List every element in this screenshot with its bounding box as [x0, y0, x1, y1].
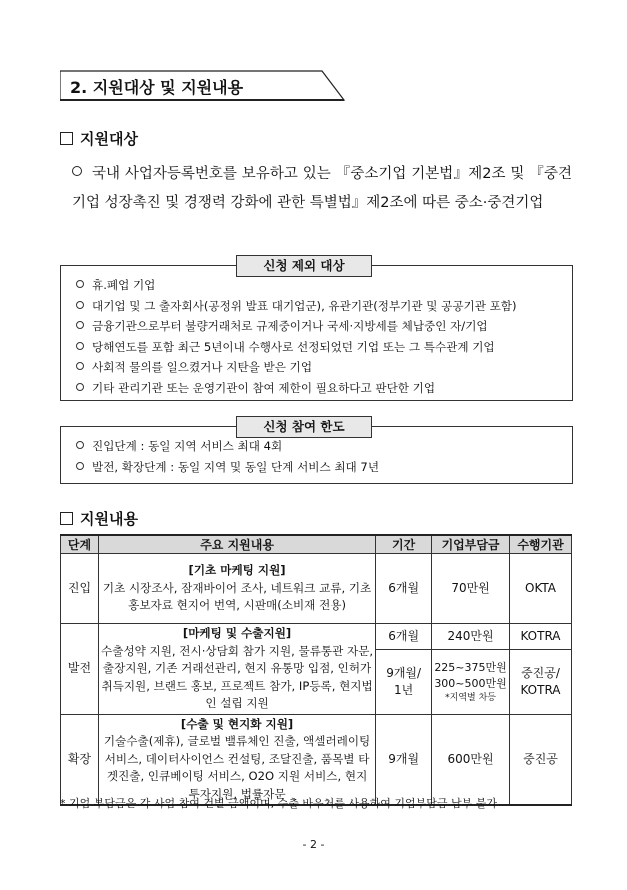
- cost-cell: 225~375만원 300~500만원 *지역별 차등: [432, 650, 510, 714]
- circle-bullet-icon: [76, 383, 84, 391]
- circle-bullet-icon: [76, 462, 84, 470]
- circle-bullet-icon: [76, 321, 84, 329]
- column-header: 기업부담금: [432, 535, 510, 554]
- circle-bullet-icon: [76, 280, 84, 288]
- circle-bullet-icon: [76, 441, 84, 449]
- cost-cell: 600만원: [432, 714, 510, 805]
- circle-bullet-icon: [76, 362, 84, 370]
- exclusion-label: 신청 제외 대상: [236, 255, 372, 277]
- content-title: [수출 및 현지화 지원]: [180, 716, 294, 731]
- section-title-box: [60, 70, 342, 100]
- target-heading-text: 지원대상: [80, 130, 138, 148]
- circle-bullet-icon: [76, 342, 84, 350]
- period-cell: 9개월: [376, 714, 432, 805]
- footnote: * 기업 부담금은 각 사업 참여 건별 금액이며, 수출 바우처를 사용하여 기업부담금 납부 불가: [60, 797, 497, 810]
- exclusion-list: [76, 275, 517, 398]
- column-header: 주요 지원내용: [98, 535, 375, 554]
- list-item: 진입단계 : 동일 지역 서비스 최대 4회: [76, 436, 379, 457]
- agency-cell: OKTA: [510, 554, 572, 624]
- cost-cell: 70만원: [432, 554, 510, 624]
- content-heading: [60, 508, 138, 529]
- table-row: [61, 714, 572, 805]
- circle-bullet-icon: [72, 166, 82, 176]
- agency-cell: 중진공: [510, 714, 572, 805]
- limit-list: [76, 436, 379, 477]
- content-title: [마케팅 및 수출지원]: [182, 626, 292, 640]
- content-cell: [98, 554, 375, 624]
- stage-cell: 확장: [61, 714, 99, 805]
- list-item: 휴.폐업 기업: [76, 275, 517, 296]
- agency-cell: KOTRA: [510, 624, 572, 650]
- list-item: 당해연도를 포함 최근 5년이내 수행사로 선정되었던 기업 또는 그 특수관계 기업: [76, 337, 517, 358]
- table-row: [61, 554, 572, 624]
- content-title: [기초 마케팅 지원]: [188, 563, 286, 578]
- section-title: 2. 지원대상 및 지원내용: [70, 78, 244, 97]
- target-paragraph: [72, 160, 572, 218]
- content-desc: 기술수출(제휴), 글로벌 밸류체인 진출, 액셀러레이팅 서비스, 데이터사이언스 컨설팅, 조달진출, 품목별 타겟진출, 인큐베이팅 서비스, O2O 지원 서비스, 현지 투자지원, 법률자문: [103, 734, 371, 801]
- support-table: [60, 534, 572, 806]
- circle-bullet-icon: [76, 301, 84, 309]
- table-header-row: [61, 535, 572, 554]
- column-header: 단계: [61, 535, 99, 554]
- content-cell: [98, 714, 375, 805]
- square-bullet-icon: [60, 132, 73, 145]
- limit-label: 신청 참여 한도: [236, 416, 372, 438]
- list-item: 발전, 확장단계 : 동일 지역 및 동일 단계 서비스 최대 7년: [76, 457, 379, 478]
- square-bullet-icon: [60, 512, 73, 525]
- period-cell: 6개월: [376, 624, 432, 650]
- list-item: 기타 관리기관 또는 운영기관이 참여 제한이 필요하다고 판단한 기업: [76, 378, 517, 399]
- content-cell: [98, 624, 375, 715]
- content-desc: 수출성약 지원, 전시·상담회 참가 지원, 물류통관 자문, 출장지원, 기존 거래선관리, 현지 유통망 입점, 인허가 취득지원, 브랜드 홍보, 프로젝트 참가, IP등록, 현지법인 설립 지원: [101, 643, 374, 710]
- content-desc: 기초 시장조사, 잠재바이어 조사, 네트워크 교류, 기초 홍보자료 현지어 번역, 시판매(소비재 전용): [102, 580, 372, 613]
- stage-cell: 발전: [61, 624, 99, 715]
- period-cell: 6개월: [376, 554, 432, 624]
- page-number: - 2 -: [302, 838, 325, 851]
- list-item: 금융기관으로부터 불량거래처로 규제중이거나 국세·지방세를 체납중인 자/기업: [76, 316, 517, 337]
- list-item: 사회적 물의를 일으켰거나 지탄을 받은 기업: [76, 357, 517, 378]
- content-heading-text: 지원내용: [80, 510, 138, 528]
- stage-cell: 진입: [61, 554, 99, 624]
- table-row: [61, 624, 572, 650]
- period-cell: 9개월/ 1년: [376, 650, 432, 714]
- agency-cell: 중진공/ KOTRA: [510, 650, 572, 714]
- target-heading: [60, 128, 138, 149]
- column-header: 기간: [376, 535, 432, 554]
- list-item: 대기업 및 그 출자회사(공정위 발표 대기업군), 유관기관(정부기관 및 공공기관 포함): [76, 296, 517, 317]
- column-header: 수행기관: [510, 535, 572, 554]
- target-paragraph-text: 국내 사업자등록번호를 보유하고 있는 『중소기업 기본법』제2조 및 『중견기업 성장촉진 및 경쟁력 강화에 관한 특별법』제2조에 따른 중소·중견기업: [72, 166, 572, 211]
- cost-cell: 240만원: [432, 624, 510, 650]
